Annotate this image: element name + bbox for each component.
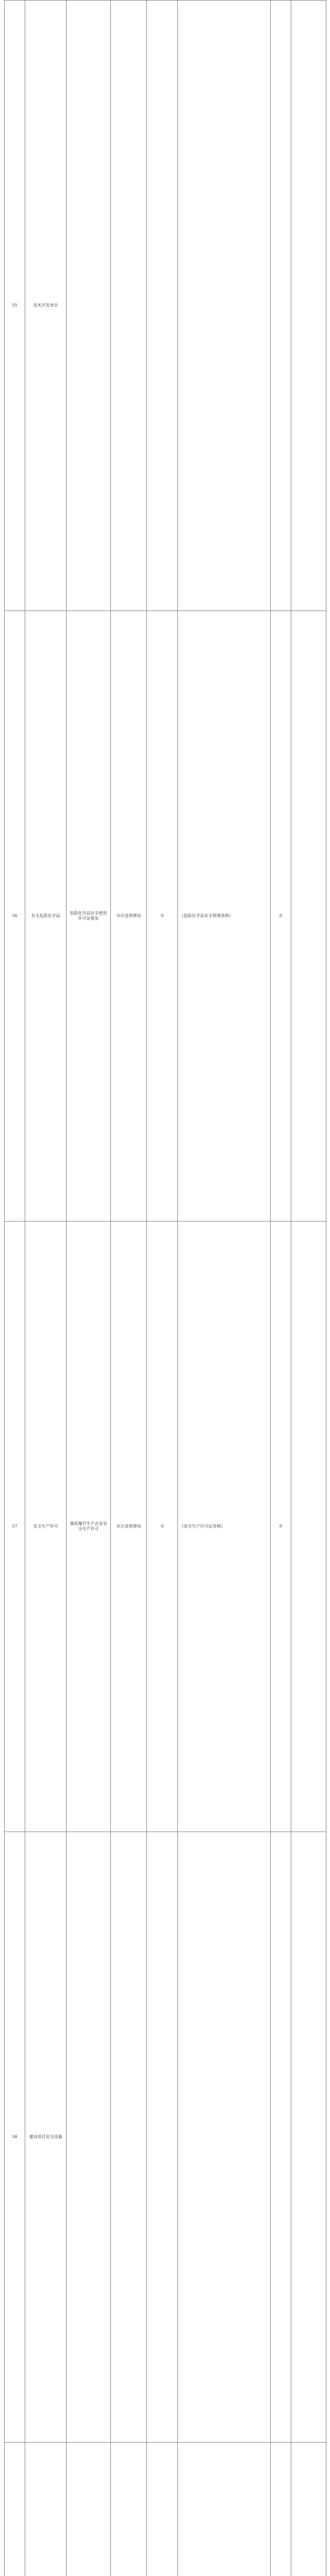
cell-content: 危险化学品安全使用许可证核发	[67, 611, 111, 1222]
cell-dept: 市应急管理局	[111, 1222, 147, 1832]
cell-no: 56	[5, 611, 25, 1222]
cell-basis	[178, 1832, 271, 2443]
cell-dept: 市应急管理局	[111, 611, 147, 1222]
cell-content: 烟花爆竹生产企业安全生产许可	[67, 1222, 111, 1832]
cell-content	[67, 1832, 111, 2443]
cell-note	[291, 611, 326, 1222]
cell-dept	[111, 1, 147, 611]
cell-dept	[111, 1832, 147, 2443]
table-row	[5, 611, 326, 1222]
power-list-table	[4, 0, 326, 2576]
cell-subject: 市	[271, 1222, 291, 1832]
cell-dept	[111, 2443, 147, 2576]
cell-note	[291, 1, 326, 611]
cell-name: 安全生产许可	[25, 1222, 67, 1832]
cell-no: 55	[5, 1, 25, 611]
cell-level: 市	[147, 611, 178, 1222]
cell-level	[147, 1, 178, 611]
table-row	[5, 1832, 326, 2443]
cell-subject: 市	[271, 611, 291, 1222]
cell-level	[147, 2443, 178, 2576]
cell-level	[147, 1832, 178, 2443]
cell-basis	[178, 1, 271, 611]
cell-no: 58	[5, 1832, 25, 2443]
cell-name: 有关危险化学品	[25, 611, 67, 1222]
cell-note	[291, 1222, 326, 1832]
table-row	[5, 1222, 326, 1832]
cell-subject	[271, 1832, 291, 2443]
cell-no: 57	[5, 1222, 25, 1832]
cell-note	[291, 2443, 326, 2576]
cell-name: 技术开发单位	[25, 1, 67, 611]
cell-content	[67, 2443, 111, 2576]
table-row	[5, 2443, 326, 2576]
table-body	[5, 1, 326, 2576]
table-row	[5, 1, 326, 611]
cell-subject	[271, 1, 291, 611]
cell-note	[291, 1832, 326, 2443]
cell-name: 建设项目安全设施	[25, 1832, 67, 2443]
cell-basis: 《安全生产许可证条例》	[178, 1222, 271, 1832]
cell-level: 市	[147, 1222, 178, 1832]
cell-content	[67, 1, 111, 611]
cell-subject	[271, 2443, 291, 2576]
cell-name	[25, 2443, 67, 2576]
cell-basis	[178, 2443, 271, 2576]
cell-no	[5, 2443, 25, 2576]
cell-basis: 《危险化学品安全管理条例》	[178, 611, 271, 1222]
